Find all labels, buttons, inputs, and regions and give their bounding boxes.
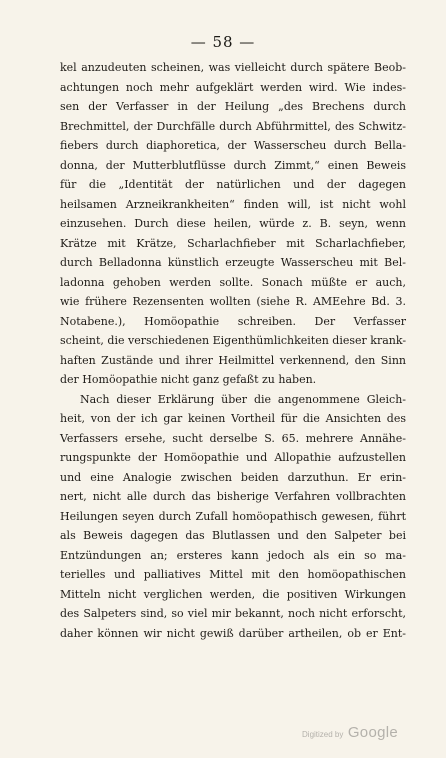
- text-line: donna, der Mutterblutflüsse durch Zimmt,“ einen Beweis: [60, 158, 406, 172]
- text-line: für die „Identität der natürlichen und der dagegen: [60, 178, 406, 191]
- text-line: sen der Verfasser in der Heilung „des Brechens durch: [60, 100, 406, 113]
- text-line: einzusehen. Durch diese heilen, würde z. B. seyn, wenn: [60, 217, 406, 230]
- text-line: wie frühere Rezensenten wollten (siehe R. AMEehre Bd. 3.: [60, 295, 406, 308]
- text-line: haften Zustände und ihrer Heilmittel verkennend, den Sinn: [60, 353, 406, 367]
- text-line: nert, nicht alle durch das bisherige Verfahren vollbrachten: [60, 490, 406, 503]
- text-line: Entzündungen an; ersteres kann jedoch als ein so ma-: [60, 548, 406, 562]
- text-line: der Homöopathie nicht ganz gefaßt zu haben.: [60, 373, 317, 386]
- digitized-by-google-watermark: [302, 724, 398, 742]
- text-line: fiebers durch diaphoretica, der Wasserscheu durch Bella-: [60, 139, 406, 152]
- text-line: kel anzudeuten scheinen, was vielleicht durch spätere Beob-: [60, 61, 406, 74]
- text-line: Nach dieser Erklärung über die angenommene Gleich-: [80, 392, 406, 406]
- text-line: rungspunkte der Homöopathie und Allopathie aufzustellen: [60, 451, 406, 464]
- text-line: ladonna gehoben werden sollte. Sonach müßte er auch,: [60, 275, 406, 289]
- watermark-brand: Google: [347, 724, 398, 741]
- text-line: heilsamen Arzneikrankheiten“ finden will, ist nicht wohl: [60, 197, 406, 211]
- watermark-prefix: Digitized by: [302, 730, 344, 739]
- text-line: und eine Analogie zwischen beiden darzuthun. Er erin-: [60, 470, 406, 484]
- text-line: des Salpeters sind, so viel mir bekannt, noch nicht erforscht,: [60, 607, 406, 620]
- text-line: scheint, die verschiedenen Eigenthümlichkeiten dieser krank-: [60, 334, 407, 347]
- text-line: Notabene.), Homöopathie schreiben. Der Verfasser: [60, 314, 406, 328]
- text-line: Heilungen seyen durch Zufall homöopathisch gewesen, führt: [60, 509, 406, 523]
- text-line: Mitteln nicht verglichen werden, die positiven Wirkungen: [60, 587, 406, 601]
- text-line: Verfassers ersehe, sucht derselbe S. 65. mehrere Annähe-: [60, 431, 406, 445]
- text-line: durch Belladonna künstlich erzeugte Wasserscheu mit Bel-: [60, 256, 406, 269]
- text-line: terielles und palliatives Mittel mit den homöopathischen: [60, 568, 406, 581]
- text-line: achtungen noch mehr aufgeklärt werden wird. Wie indes-: [60, 80, 406, 94]
- text-line: Krätze mit Krätze, Scharlachfieber mit Scharlachfieber,: [60, 236, 406, 250]
- text-line: Brechmittel, der Durchfälle durch Abführmittel, des Schwitz-: [60, 119, 406, 133]
- text-line: heit, von der ich gar keinen Vortheil für die Ansichten des: [60, 412, 406, 425]
- text-line: daher können wir nicht gewiß darüber artheilen, ob er Ent-: [60, 626, 406, 640]
- body-text: [60, 58, 406, 643]
- text-line: als Beweis dagegen das Blutlassen und den Salpeter bei: [60, 529, 406, 542]
- page-number: — 58 —: [190, 33, 256, 51]
